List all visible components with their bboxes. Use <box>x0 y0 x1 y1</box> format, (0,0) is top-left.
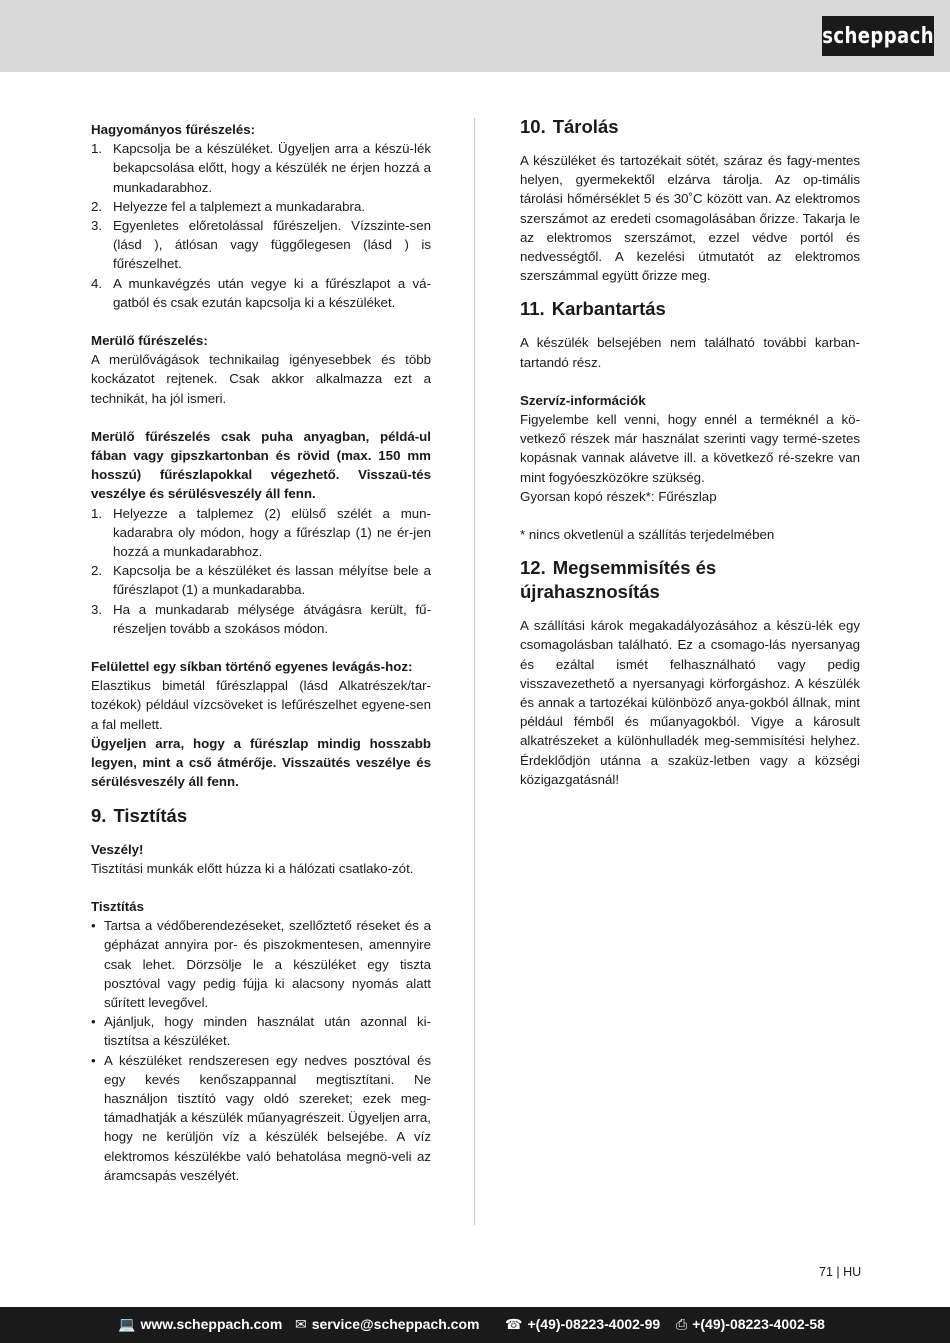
danger-title: Veszély! <box>91 841 144 857</box>
footnote: * nincs okvetlenül a szállítás terjedelmében <box>520 527 775 543</box>
list-item <box>91 600 431 638</box>
list-item <box>91 504 431 562</box>
list-number: 3. <box>91 218 103 234</box>
fax-icon: ⎙ <box>676 1316 688 1332</box>
heading-cleaning <box>91 804 431 828</box>
phone-icon: ☎ <box>505 1316 523 1332</box>
list-text: Kapcsolja be a készüléket. Ügyeljen arra a készü-lék bekapcsolása előtt, hogy a készülék ne érjen hozzá a munkadarabhoz. <box>113 141 431 195</box>
list-item <box>91 197 431 216</box>
bullet: • <box>91 1014 96 1030</box>
heading-text: Tárolás <box>552 116 619 137</box>
list-text: Helyezze a talplemez (2) elülső szélét a mun-kadarabra oly módon, hogy a fűrészlap (1) ne ér-jen hozzá a munkadarabhoz. <box>113 505 431 560</box>
cleaning-title: Tisztítás <box>91 898 144 914</box>
list-text: A munkavégzés után vegye ki a fűrészlapot a vá-gatból és csak ezután kapcsolja ki a készüléket. <box>113 275 431 310</box>
bullet: • <box>91 918 96 934</box>
page-number: 71 | HU <box>819 1265 862 1279</box>
heading-text: Karbantartás <box>551 298 666 320</box>
list-number: 4. <box>91 275 103 291</box>
service-parts: Gyorsan kopó részek*: Fűrészlap <box>520 488 717 504</box>
scheppach-logo <box>822 16 934 56</box>
list-text: Helyezze fel a talplemezt a munkadarabra. <box>113 198 366 214</box>
logo-text: scheppach <box>822 23 934 49</box>
list-text: A készüléket rendszeresen egy nedves posztóval és egy kevés kenőszappannal megtisztítani. Ne használjon tisztító vagy oldó szereket; ezek meg-támadhatják a készülék műanyagrészeit. Ügyeljen arra, hogy ne kerüljön víz a készülék belsejébe. A víz elektromos készülékbe való behatolása megnö-veli az áramcsapás veszélyét. <box>104 1052 431 1183</box>
list-text: Kapcsolja be a készüléket és lassan mélyítse bele a fűrészlapot (1) a munkadarabba. <box>113 563 431 598</box>
service-text: Figyelembe kell venni, hogy ennél a terméknél a kö-vetkező részek már használat szerinti vagy termé-szetes kopásnak vannak alávetve ill. a következő ré-szekre van mint fogyóeszközökre szükség. <box>520 412 860 485</box>
list-item <box>91 216 431 274</box>
plunge-sawing-text: A merülővágások technikailag igényesebbek és több kockázatot rejtenek. Csak akkor alkalmazza ezt a technikát, ha jól ismeri. <box>91 352 431 406</box>
heading-text: Tisztítás <box>113 804 188 826</box>
list-text: Egyenletes előretolással fűrészeljen. Vízszinte-sen (lásd ), átlósan vagy függőlegesen (lásd ) is fűrészelhet. <box>113 218 431 272</box>
left-column <box>91 120 431 1185</box>
list-text: Tartsa a védőberendezéseket, szellőztető réseket és a gépházat annyira por- és piszokmentesen, amennyire csak lehet. Dörzsölje le a készüléket egy tiszta posztóval vagy pedig fújja ki alacsony nyomás alatt sűrített levegővel. <box>104 918 431 1010</box>
list-number: 1. <box>91 141 103 157</box>
footer-fax <box>676 1316 825 1333</box>
storage-text: A készüléket és tartozékait sötét, száraz és fagy-mentes helyen, gyermekektől elzárva tárolja. Az op-timális tárolási hőmérséklet 5 és 30˚C között van. Az elektromos szerszámot az eredeti csomagolásában őrizze. Takarja le az elektromos szerszámot, ezzel védve portól és nedvességtől. A kezelési útmutatót az elektromos szerszámmal együtt őrizze meg. <box>520 153 860 284</box>
heading-text: Megsemmisítés és újrahasznosítás <box>520 557 717 603</box>
list-text: Ha a munkadarab mélysége átvágásra került, fű-részeljen tovább a szokásos módon. <box>113 601 431 636</box>
flush-cut-text: Elasztikus bimetál fűrészlappal (lásd Alkatrészek/tar-tozékok) például vízcsöveket is lefűrészelhet egyene-sen a fal mellett. <box>91 678 431 732</box>
list-item <box>91 1051 431 1185</box>
list-number: 2. <box>91 563 103 579</box>
section-title-traditional-sawing: Hagyományos fűrészelés: <box>91 122 256 137</box>
service-title: Szervíz-információk <box>520 392 646 408</box>
plunge-sawing-warning: Merülő fűrészelés csak puha anyagban, példá-ul fában vagy gipszkartonban és rövid (max. 150 mm hosszú) fűrészlapokkal végezhető. Visszaü-tés veszélye és sérülésveszély áll fenn. <box>91 428 431 502</box>
list-number: 2. <box>91 198 103 214</box>
plunge-sawing-steps <box>91 504 431 638</box>
website-link[interactable]: www.scheppach.com <box>140 1316 283 1332</box>
section-title-plunge-sawing: Merülő fűrészelés: <box>91 333 208 349</box>
footer-website <box>118 1316 282 1333</box>
heading-maintenance <box>520 297 860 321</box>
list-number: 3. <box>91 601 103 617</box>
list-item <box>91 561 431 599</box>
fax-number: +(49)-08223-4002-58 <box>692 1316 825 1332</box>
traditional-sawing-steps <box>91 139 431 312</box>
mail-icon: ✉ <box>295 1316 307 1332</box>
column-divider <box>474 118 475 1225</box>
list-item <box>91 274 431 312</box>
list-item <box>91 139 431 197</box>
heading-number: 9. <box>91 804 107 826</box>
right-column <box>520 115 860 789</box>
list-number: 1. <box>91 505 103 521</box>
computer-icon: 💻 <box>118 1316 136 1332</box>
bullet: • <box>91 1052 96 1068</box>
list-text: Ajánljuk, hogy minden használat után azonnal ki-tisztítsa a készüléket. <box>104 1014 431 1049</box>
disposal-text: A szállítási károk megakadályozásához a készü-lék egy csomagolásban található. Ez a csomago-lás nyersanyag és ezáltal ismét felhasználható vagy pedig visszavezethető a nyersanyagi körforgáshoz. A készülék és annak a tartozékai különböző anya-gokból állnak, mint például fémből és műanyagokból. Vigye a károsult alkatrészeket a különhulladék meg-semmisítési helyhez. Érdeklődjön utánna a szaküz-letben vagy a községi közigazgatásnál! <box>520 618 860 787</box>
email-link[interactable]: service@scheppach.com <box>311 1316 480 1332</box>
list-item <box>91 916 431 1012</box>
heading-disposal <box>520 556 860 604</box>
heading-number: 12. <box>520 557 546 579</box>
section-title-flush-cut: Felülettel egy síkban történő egyenes levágás-hoz: <box>91 659 413 675</box>
footer-phone <box>505 1316 660 1333</box>
phone-number: +(49)-08223-4002-99 <box>527 1316 661 1332</box>
heading-storage <box>520 115 860 139</box>
heading-number: 10. <box>520 116 546 137</box>
list-item <box>91 1012 431 1050</box>
header-bar <box>0 0 950 72</box>
danger-text: Tisztítási munkák előtt húzza ki a hálózati csatlako-zót. <box>91 860 414 876</box>
flush-cut-warning: Ügyeljen arra, hogy a fűrészlap mindig hosszabb legyen, mint a cső átmérője. Visszaütés veszélye és sérülésveszély áll fenn. <box>91 735 431 790</box>
cleaning-list <box>91 916 431 1185</box>
footer-email <box>295 1316 479 1333</box>
footer-bar <box>0 1307 950 1343</box>
heading-number: 11. <box>520 298 545 320</box>
maintenance-text: A készülék belsejében nem található további karban-tartandó rész. <box>520 335 860 370</box>
